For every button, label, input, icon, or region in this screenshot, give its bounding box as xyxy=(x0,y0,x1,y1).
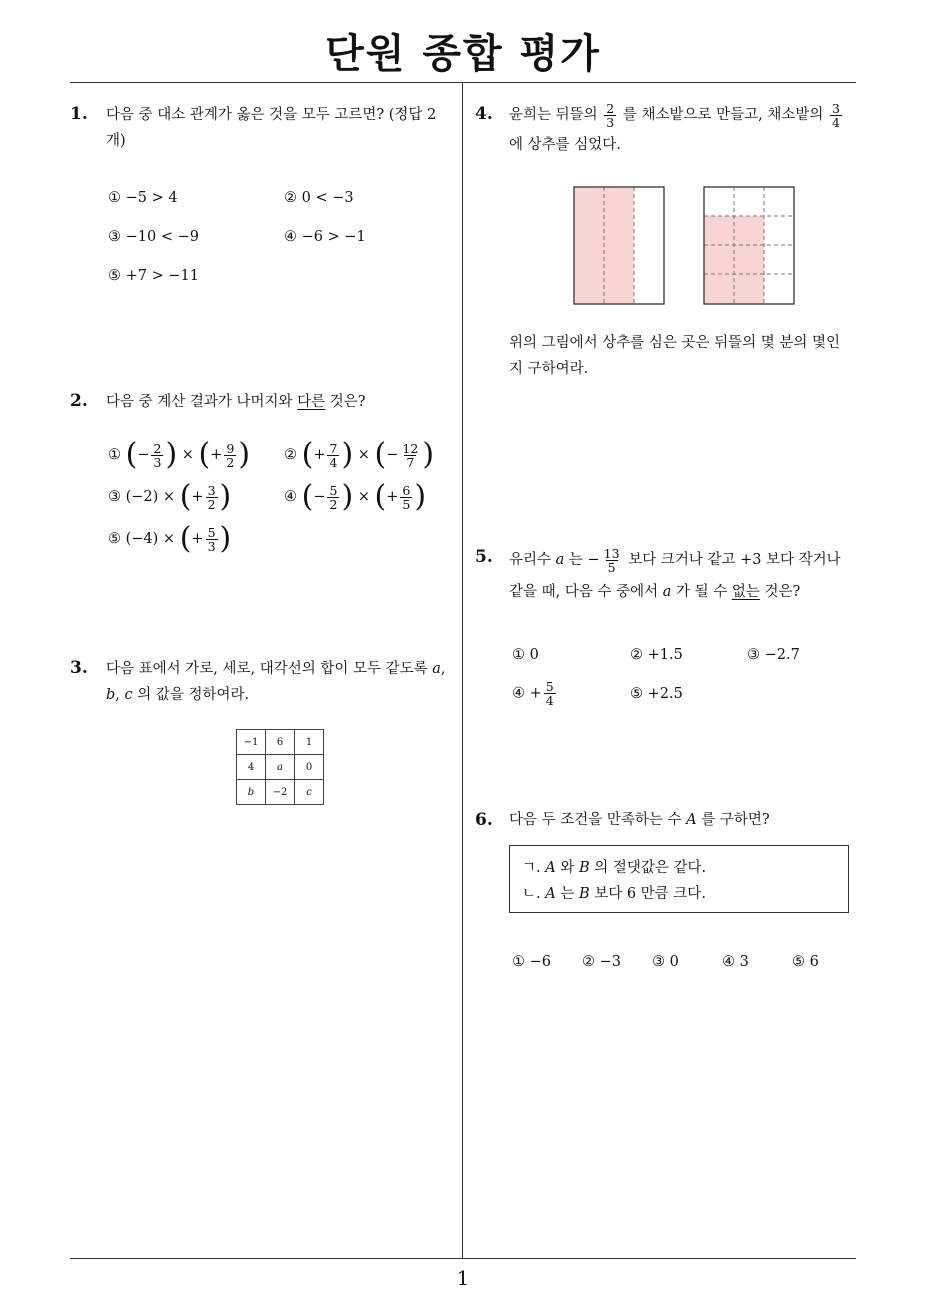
q5-option-4[interactable] xyxy=(512,680,558,707)
var-a: a xyxy=(555,552,565,568)
fraction xyxy=(206,484,218,511)
q1-number: 1. xyxy=(70,104,88,124)
q2-text xyxy=(106,389,458,415)
numerator: 3 xyxy=(831,100,840,116)
fraction xyxy=(206,526,218,553)
q5-option-5[interactable]: ⑤ +2.5 xyxy=(630,686,683,702)
condition-text: 의 절댓값은 같다. xyxy=(594,860,707,876)
q1-text-line1: 다음 중 대소 관계가 옳은 것을 모두 고르면? (정답 2 xyxy=(106,107,437,123)
q6-text-part2: 를 구하면? xyxy=(701,812,770,828)
q5-text-part1: 유리수 xyxy=(509,552,552,568)
q4-text-line3: 위의 그림에서 상추를 심은 곳은 뒤뜰의 몇 분의 몇인 xyxy=(509,335,841,351)
fraction xyxy=(602,547,622,574)
q2-option-4[interactable]: ④ (− $\frac{5}{2}$ ) × (+ $\frac{6}{5}$ ) xyxy=(284,479,427,514)
condition-text: 보다 6 만큼 크다. xyxy=(594,886,706,902)
table-cell: −2 xyxy=(266,780,295,805)
q2-option-5[interactable]: ⑤ (−4) × (+ $\frac{5}{3}$ ) xyxy=(108,521,232,556)
sign: − xyxy=(386,447,399,463)
table-row xyxy=(237,780,324,805)
table-row xyxy=(237,755,324,780)
numerator: 5 xyxy=(545,679,554,694)
q3-text-line2: 의 값을 정하여라. xyxy=(132,687,250,703)
q5-text-underlined: 없는 xyxy=(731,584,760,600)
q5-text-part2: 는 − xyxy=(568,552,600,568)
table-cell: 1 xyxy=(295,730,324,755)
table-cell: 4 xyxy=(237,755,266,780)
q4-text-line2: 에 상추를 심었다. xyxy=(509,137,621,153)
q2-number: 2. xyxy=(70,391,88,411)
garden-diagram xyxy=(572,186,796,306)
var-c: c xyxy=(124,687,133,703)
column-divider xyxy=(462,83,463,1258)
sign: + xyxy=(313,447,326,463)
option-mark: ③ xyxy=(108,489,121,505)
comma: , xyxy=(440,661,446,677)
fraction xyxy=(400,484,412,511)
table-cell: c xyxy=(295,780,324,805)
q4-text-part1: 윤희는 뒤뜰의 xyxy=(509,107,598,123)
garden-left xyxy=(574,187,664,304)
numerator: 2 xyxy=(153,440,162,456)
q1-text-line2: 개) xyxy=(106,133,126,149)
particle: 는 xyxy=(560,886,575,902)
q2-text-after: 것은? xyxy=(325,394,366,410)
q3-number: 3. xyxy=(70,658,88,678)
q2-text-underlined: 다른 xyxy=(297,394,326,410)
denominator: 3 xyxy=(153,454,162,470)
q1-option-5[interactable]: ⑤ +7 > −11 xyxy=(108,268,199,284)
option-mark: ① xyxy=(108,447,121,463)
numerator: 13 xyxy=(603,545,620,561)
q5-text-line2a: 같을 때, 다음 수 중에서 xyxy=(509,584,659,600)
q5-option-3[interactable]: ③ −2.7 xyxy=(747,647,800,663)
q5-option-1[interactable]: ① 0 xyxy=(512,647,539,663)
table-cell: 0 xyxy=(295,755,324,780)
lead-term: (−4) xyxy=(125,531,159,547)
q1-option-3[interactable]: ③ −10 < −9 xyxy=(108,229,199,245)
q6-option-5[interactable]: ⑤ 6 xyxy=(792,954,819,970)
fraction xyxy=(400,442,420,469)
q6-text xyxy=(509,807,861,833)
option-mark: ④ xyxy=(284,489,297,505)
numerator: 5 xyxy=(207,524,216,540)
var-A: A xyxy=(545,886,556,902)
q5-text-line2b: 가 될 수 xyxy=(675,584,732,600)
q1-text xyxy=(106,102,458,154)
numerator: 2 xyxy=(606,100,615,116)
q6-number: 6. xyxy=(475,810,493,830)
denominator: 2 xyxy=(207,496,216,512)
sign: + xyxy=(191,531,204,547)
q2-option-2[interactable]: ② (+ $\frac{7}{4}$ ) × (− $\frac{12}{7}$ ) xyxy=(284,437,435,472)
table-cell: −1 xyxy=(237,730,266,755)
page-title: 단원 종합 평가 xyxy=(325,31,601,77)
fraction xyxy=(327,442,339,469)
denominator: 2 xyxy=(226,454,235,470)
q5-option-2[interactable]: ② +1.5 xyxy=(630,647,683,663)
particle: 와 xyxy=(560,860,575,876)
q5-text-line2c: 것은? xyxy=(759,584,801,600)
q4-text xyxy=(509,100,861,160)
denominator: 4 xyxy=(545,693,554,708)
denominator: 3 xyxy=(207,538,216,554)
table-cell: 6 xyxy=(266,730,295,755)
option-mark: ④ + xyxy=(512,685,542,702)
numerator: 7 xyxy=(329,440,338,456)
magic-square-table xyxy=(236,729,324,805)
q4-question xyxy=(509,330,861,382)
q6-option-4[interactable]: ④ 3 xyxy=(722,954,749,970)
table-cell: a xyxy=(266,755,295,780)
q2-text-before: 다음 중 계산 결과가 나머지와 xyxy=(106,394,298,410)
var-B: B xyxy=(578,860,590,876)
q5-number: 5. xyxy=(475,547,493,567)
q2-option-1[interactable]: ① (− $\frac{2}{3}$ ) × (+ $\frac{9}{2}$ ) xyxy=(108,437,251,472)
numerator: 3 xyxy=(207,482,216,498)
sign: + xyxy=(191,489,204,505)
var-b: b xyxy=(106,687,116,703)
option-mark: ⑤ xyxy=(108,531,121,547)
q5-text xyxy=(509,544,861,608)
sign: − xyxy=(313,489,326,505)
option-mark: ② xyxy=(284,447,297,463)
table-row xyxy=(237,730,324,755)
condition-mark: ㄱ. xyxy=(522,860,541,876)
var-A: A xyxy=(545,860,556,876)
q3-text xyxy=(106,656,458,708)
denominator: 5 xyxy=(402,496,411,512)
q4-number: 4. xyxy=(475,104,493,124)
page-number: 1 xyxy=(456,1266,470,1290)
q1-option-1[interactable]: ① −5 > 4 xyxy=(108,190,178,206)
var-B: B xyxy=(578,886,590,902)
q4-text-line4: 지 구하여라. xyxy=(509,361,589,377)
q4-text-part2: 를 채소밭으로 만들고, 채소밭의 xyxy=(622,107,824,123)
bottom-rule xyxy=(70,1258,856,1259)
fraction xyxy=(327,484,339,511)
denominator: 5 xyxy=(607,559,616,575)
q3-text-line1: 다음 표에서 가로, 세로, 대각선의 합이 모두 같도록 xyxy=(106,661,428,677)
times-sign: × xyxy=(181,447,194,463)
var-A: A xyxy=(686,812,697,828)
fraction xyxy=(224,442,236,469)
denominator: 7 xyxy=(406,454,415,470)
q1-option-4[interactable]: ④ −6 > −1 xyxy=(284,229,366,245)
denominator: 3 xyxy=(606,114,615,130)
sign: − xyxy=(137,447,150,463)
q6-text-part1: 다음 두 조건을 만족하는 수 xyxy=(509,812,682,828)
numerator: 12 xyxy=(402,440,419,456)
sign: + xyxy=(210,447,223,463)
table-cell: b xyxy=(237,780,266,805)
fraction xyxy=(151,442,163,469)
denominator: 4 xyxy=(329,454,338,470)
numerator: 6 xyxy=(402,482,411,498)
q5-text-part3: 보다 크거나 같고 +3 보다 작거나 xyxy=(628,552,841,568)
lead-term: (−2) xyxy=(125,489,159,505)
q6-option-2[interactable]: ② −3 xyxy=(582,954,621,970)
sign: + xyxy=(386,489,399,505)
garden-right xyxy=(704,187,794,304)
denominator: 4 xyxy=(831,114,840,130)
q6-option-3[interactable]: ③ 0 xyxy=(652,954,679,970)
var-a: a xyxy=(662,584,672,600)
denominator: 2 xyxy=(329,496,338,512)
numerator: 5 xyxy=(329,482,338,498)
top-rule xyxy=(70,82,856,83)
fraction xyxy=(830,102,842,129)
times-sign: × xyxy=(357,447,370,463)
comma: , xyxy=(115,687,120,703)
condition-2 xyxy=(522,882,706,903)
var-a: a xyxy=(432,661,441,677)
numerator: 9 xyxy=(226,440,235,456)
q1-option-2[interactable]: ② 0 < −3 xyxy=(284,190,354,206)
times-sign: × xyxy=(162,531,176,547)
condition-mark: ㄴ. xyxy=(522,886,541,902)
times-sign: × xyxy=(162,489,176,505)
fraction xyxy=(604,102,616,129)
times-sign: × xyxy=(357,489,370,505)
q2-option-3[interactable]: ③ (−2) × (+ $\frac{3}{2}$ ) xyxy=(108,479,232,514)
fraction xyxy=(544,680,556,707)
q6-option-1[interactable]: ① −6 xyxy=(512,954,551,970)
condition-1 xyxy=(522,856,706,877)
